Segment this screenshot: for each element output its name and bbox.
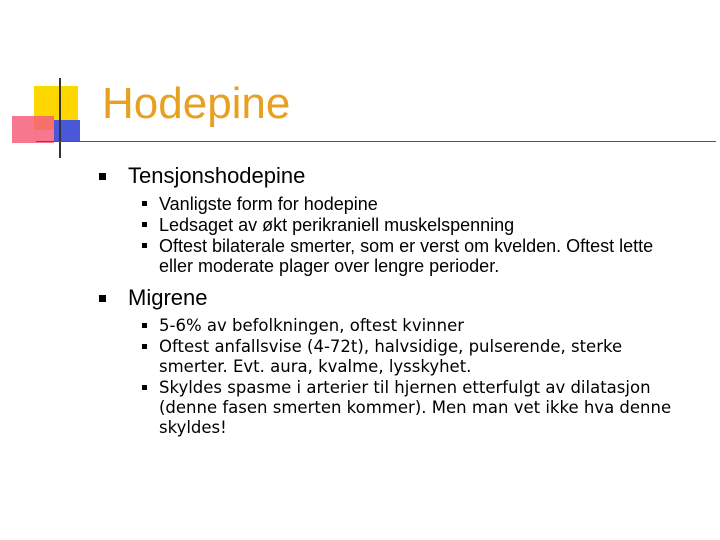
- square-bullet-icon: [142, 344, 147, 349]
- list-item: [159, 316, 689, 336]
- list-item-text: Ledsaget av økt perikraniell muskelspenning: [159, 215, 515, 235]
- logo-vertical-line: [59, 78, 61, 158]
- list-item-text: Vanligste form for hodepine: [159, 194, 378, 214]
- list-item: [159, 337, 689, 377]
- list-item-text: Skyldes spasme i arterier til hjernen etterfulgt av dilatasjon (denne fasen smerten kommer). Men man vet ikke hva denne skyldes!: [159, 378, 672, 437]
- square-bullet-icon: [142, 201, 147, 206]
- square-bullet-icon: [99, 173, 106, 180]
- list-item: [159, 194, 689, 214]
- title-underline: [36, 141, 716, 142]
- list-item: [159, 215, 689, 235]
- square-bullet-icon: [142, 385, 147, 390]
- list-item: [159, 236, 689, 276]
- logo-blue-square: [54, 120, 80, 142]
- square-bullet-icon: [142, 243, 147, 248]
- sub-list: [0, 194, 720, 276]
- slide-title: Hodepine: [102, 79, 291, 128]
- square-bullet-icon: [99, 295, 106, 302]
- section-heading-text: Tensjonshodepine: [128, 163, 306, 188]
- square-bullet-icon: [142, 323, 147, 328]
- list-item: [159, 378, 689, 438]
- section-heading: [128, 162, 720, 190]
- sub-list: [0, 316, 720, 438]
- slide-content: [0, 162, 720, 440]
- list-item-text: Oftest anfallsvise (4-72t), halvsidige, pulserende, sterke smerter. Evt. aura, kvalme, lysskyhet.: [159, 337, 623, 376]
- section-heading-text: Migrene: [128, 285, 208, 310]
- square-bullet-icon: [142, 222, 147, 227]
- list-item-text: 5-6% av befolkningen, oftest kvinner: [159, 316, 465, 335]
- section-heading: [128, 284, 720, 312]
- logo-red-rectangle: [12, 116, 54, 143]
- list-item-text: Oftest bilaterale smerter, som er verst om kvelden. Oftest lette eller moderate plager over lengre perioder.: [159, 236, 654, 276]
